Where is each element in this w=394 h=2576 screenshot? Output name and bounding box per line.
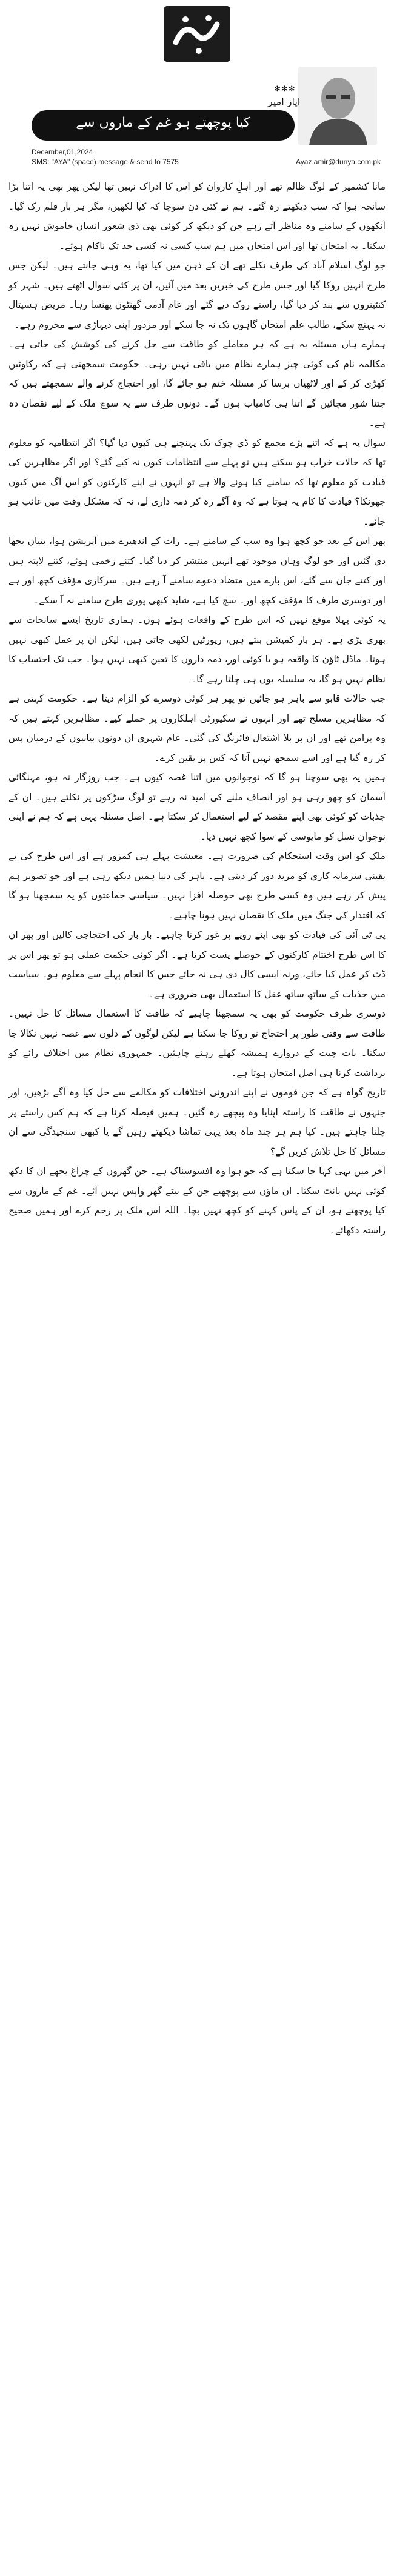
author-name: ایاز امیر bbox=[268, 96, 301, 107]
article-paragraph: ہمارے ہاں مسئلہ یہ ہے کہ ہر معاملے کو طاقت سے حل کرنے کی کوشش کی جاتی ہے۔ مکالمہ نام کی کوئی چیز ہمارے نظام میں باقی نہیں رہی۔ حکومت سمجھتی ہے کہ رکاوٹیں کھڑی کر کے اور لاٹھیاں برسا کر مسئلہ ختم ہو جائے گا، اور احتجاج کرنے والے سمجھتے ہیں کہ جتنا شور مچائیں گے اتنا ہی کامیاب ہوں گے۔ دونوں طرف سے یہ سوچ ملک کے لیے نقصان دہ ہے۔ bbox=[8, 339, 386, 428]
column-meta bbox=[7, 148, 387, 170]
article-paragraph: ملک کو اس وقت استحکام کی ضرورت ہے۔ معیشت پہلے ہی کمزور ہے اور اس طرح کی بے یقینی سرمایہ کاری کو مزید دور کر دیتی ہے۔ باہر کی دنیا ہمیں دیکھ رہی ہے اور جو تصویر ہم پیش کر رہے ہیں وہ کسی طرح بھی حوصلہ افزا نہیں۔ سیاسی جماعتوں کو یہ سمجھنا ہو گا کہ اقتدار کی جنگ میں ملک کا نقصان نہیں ہونا چاہیے۔ bbox=[8, 851, 386, 921]
article-paragraph: دوسری طرف حکومت کو بھی یہ سمجھنا چاہیے کہ طاقت کا استعمال مسائل کا حل نہیں۔ طاقت سے وقتی طور پر احتجاج تو روکا جا سکتا ہے لیکن لوگوں کے دلوں سے غصہ نہیں نکالا جا سکتا۔ بات چیت کے دروازے ہمیشہ کھلے رہنے چاہئیں۔ جمہوری نظام میں اختلاف رائے کو برداشت کرنا ہی اصل امتحان ہوتا ہے۔ bbox=[8, 1008, 386, 1078]
article-paragraph: مانا کشمیر کے لوگ ظالم تھے اور اہلِ کاروان کو اس کا ادراک نہیں تھا لیکن پھر بھی یہ اتنا بڑا سانحہ ہوا کہ سب دیکھتے رہ گئے۔ ہم نے کئی دن سوچا کہ کیا لکھیں، مگر ہر بار قلم رک گیا۔ آنکھوں کے سامنے وہ مناظر آتے رہے جن کو دیکھ کر کوئی بھی ذی شعور انسان خاموش نہیں رہ سکتا۔ یہ امتحان تھا اور اس امتحان میں ہم سب کسی نہ کسی حد تک ناکام ہوئے۔ bbox=[8, 181, 386, 251]
author-photo-icon bbox=[298, 67, 377, 145]
column-headline: کیا پوچھتے ہو غم کے ماروں سے bbox=[76, 115, 250, 130]
article-paragraph: جو لوگ اسلام آباد کی طرف نکلے تھے ان کے ذہن میں کیا تھا، یہ وہی جانتے ہیں۔ لیکن جس طرح انہیں روکا گیا اور جس طرح کی خبریں بعد میں آئیں، ان پر کئی سوال اٹھتے ہیں۔ شہر کو کنٹینروں سے بند کر دیا گیا، راستے روک دیے گئے اور عام آدمی گھنٹوں پھنسا رہا۔ مریض ہسپتال نہ پہنچ سکے، طالب علم امتحان گاہوں تک نہ جا سکے اور مزدور اپنی دیہاڑی سے محروم رہے۔ bbox=[8, 260, 386, 330]
publish-date: December,01,2024 bbox=[32, 148, 93, 156]
author-email: Ayaz.amir@dunya.com.pk bbox=[295, 158, 381, 166]
article-paragraph: پی ٹی آئی کی قیادت کو بھی اپنے رویے پر غور کرنا چاہیے۔ بار بار کی احتجاجی کالیں اور پھر ان کا اس طرح اختتام کارکنوں کے حوصلے پست کرتا ہے۔ اگر کوئی حکمت عملی ہو تو پھر اس پر ڈٹ کر عمل کیا جائے، ورنہ ایسی کال دی ہی نہ جائے جس کا انجام پہلے سے معلوم ہو۔ سیاست میں جذبات کے ساتھ ساتھ عقل کا استعمال بھی ضروری ہے۔ bbox=[8, 929, 386, 1000]
column-stars: ✻✻✻ bbox=[274, 85, 296, 94]
column-header bbox=[7, 67, 387, 158]
article-paragraph: ہمیں یہ بھی سوچنا ہو گا کہ نوجوانوں میں اتنا غصہ کیوں ہے۔ جب روزگار نہ ہو، مہنگائی آسمان کو چھو رہی ہو اور انصاف ملنے کی امید نہ رہے تو لوگ سڑکوں پر نکلتے ہیں۔ ان کے جذبات کو کوئی بھی اپنے مقصد کے لیے استعمال کر سکتا ہے۔ اصل مسئلہ یہی ہے کہ ہم نے اپنی نوجوان نسل کو مایوسی کے سوا کچھ نہیں دیا۔ bbox=[8, 772, 386, 842]
article-paragraph: پھر اس کے بعد جو کچھ ہوا وہ سب کے سامنے ہے۔ رات کے اندھیرے میں آپریشن ہوا، بتیاں بجھا دی گئیں اور جو لوگ وہاں موجود تھے انہیں منتشر کر دیا گیا۔ کتنے زخمی ہوئے، کتنے لاپتہ ہیں اور کتنے جان سے گئے، اس بارے میں متضاد دعوے سامنے آ رہے ہیں۔ سرکاری مؤقف کچھ اور ہے اور دوسری طرف کا مؤقف کچھ اور۔ سچ کیا ہے، شاید کبھی پوری طرح سامنے نہ آ سکے۔ bbox=[8, 536, 386, 606]
article-body bbox=[8, 177, 386, 2564]
dunya-logo bbox=[164, 6, 230, 62]
headline-banner bbox=[32, 110, 295, 141]
article-paragraph: سوال یہ ہے کہ اتنے بڑے مجمع کو ڈی چوک تک پہنچنے ہی کیوں دیا گیا؟ اگر انتظامیہ کو معلوم تھا کہ حالات خراب ہو سکتے ہیں تو پہلے سے انتظامات کیوں نہ کیے گئے؟ اور اگر مظاہرین کی قیادت کو معلوم تھا کہ سامنے کیا ہونے والا ہے تو انہوں نے اپنے کارکنوں کو اس آگ میں کیوں جھونکا؟ قیادت کا کام یہ ہوتا ہے کہ وہ آگے رہ کر ذمہ داری لے، نہ کہ مشکل وقت میں غائب ہو جائے۔ bbox=[8, 437, 386, 527]
article-paragraph: جب حالات قابو سے باہر ہو جائیں تو پھر ہر کوئی دوسرے کو الزام دیتا ہے۔ حکومت کہتی ہے کہ مظاہرین مسلح تھے اور انہوں نے سکیورٹی اہلکاروں پر حملے کیے۔ مظاہرین کہتے ہیں کہ وہ پرامن تھے اور ان پر بلا اشتعال فائرنگ کی گئی۔ عام شہری ان دونوں بیانیوں کے درمیان پس کر رہ گیا ہے اور اسے سمجھ نہیں آتا کہ کس پر یقین کرے۔ bbox=[8, 693, 386, 763]
article-paragraph: یہ کوئی پہلا موقع نہیں کہ اس طرح کے واقعات ہوئے ہوں۔ ہماری تاریخ ایسے سانحات سے بھری پڑی ہے۔ ہر بار کمیشن بنتے ہیں، رپورٹیں لکھی جاتی ہیں، لیکن ان پر عمل کبھی نہیں ہوتا۔ ماڈل ٹاؤن کا واقعہ ہو یا کوئی اور، ذمہ داروں کا تعین کبھی نہیں ہوا۔ جب تک احتساب کا نظام نہیں ہو گا، یہ سلسلہ یوں ہی چلتا رہے گا۔ bbox=[8, 614, 386, 685]
article-paragraph: آخر میں یہی کہا جا سکتا ہے کہ جو ہوا وہ افسوسناک ہے۔ جن گھروں کے چراغ بجھے ان کا دکھ کوئی نہیں بانٹ سکتا۔ ان ماؤں سے پوچھیے جن کے بیٹے گھر واپس نہیں آئے۔ غم کے ماروں سے کیا پوچھتے ہو، ان کے پاس کہنے کو کچھ نہیں بچا۔ اللہ اس ملک پر رحم کرے اور ہمیں صحیح راستہ دکھائے۔ bbox=[8, 1166, 386, 1236]
article-paragraph: تاریخ گواہ ہے کہ جن قوموں نے اپنے اندرونی اختلافات کو مکالمے سے حل کیا وہ آگے بڑھیں، اور جنہوں نے طاقت کا راستہ اپنایا وہ پیچھے رہ گئیں۔ ہمیں فیصلہ کرنا ہے کہ ہم کس راستے پر چلنا چاہتے ہیں۔ کیا ہم ہر چند ماہ بعد یہی تماشا دیکھتے رہیں گے یا کبھی سنجیدگی سے ان مسائل کا حل تلاش کریں گے؟ bbox=[8, 1087, 386, 1157]
sms-info: SMS: "AYA" (space) message & send to 7575 bbox=[32, 158, 179, 166]
author-portrait bbox=[298, 67, 377, 145]
dunya-logo-graphic bbox=[164, 6, 230, 62]
